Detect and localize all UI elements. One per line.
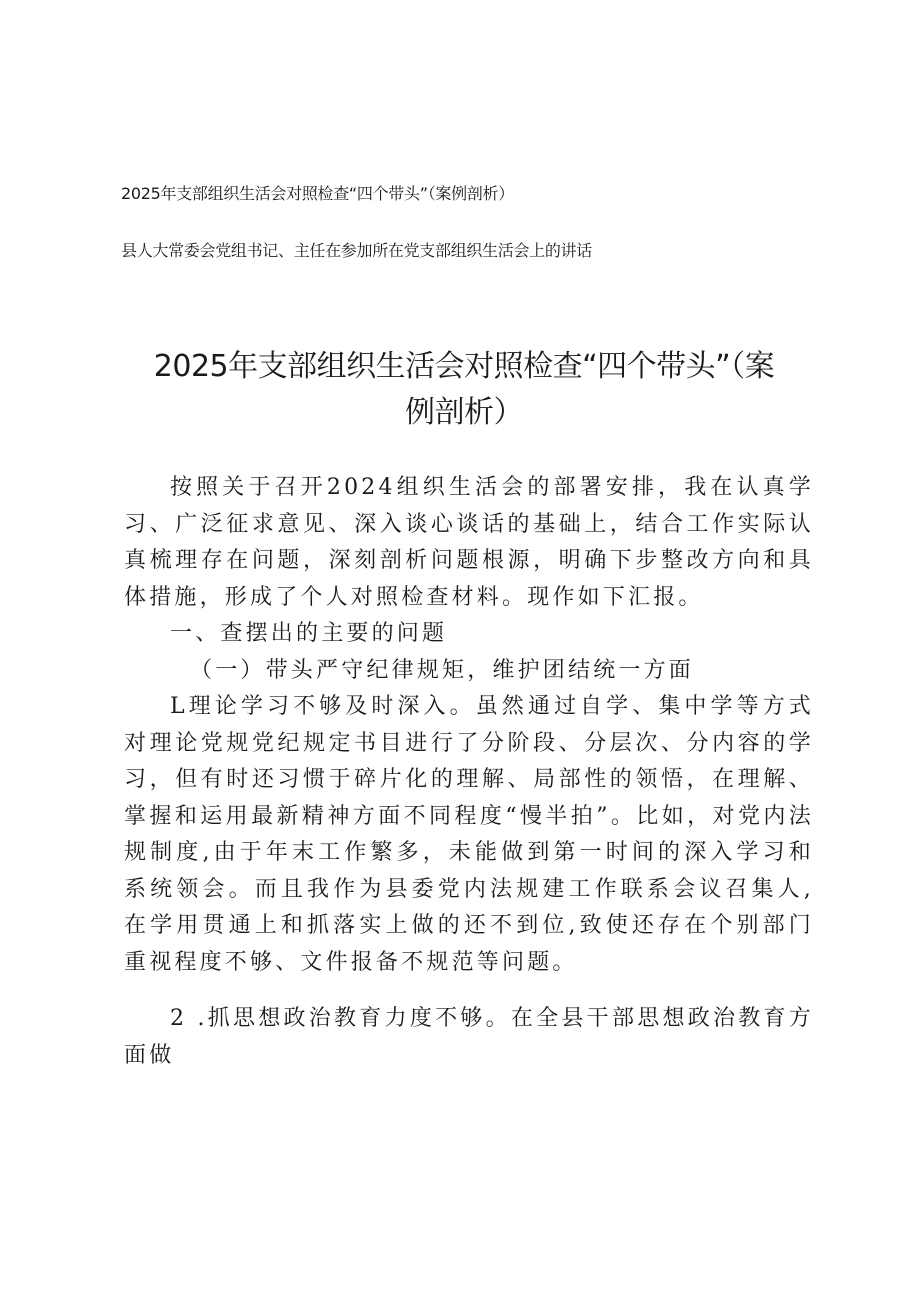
section-heading: 一、查摆出的主要的问题 [170, 621, 448, 646]
document-title: 2025年支部组织生活会对照检查“四个带头”（案例剖析） [153, 349, 775, 430]
toc-entry-2: 县人大常委会党组书记、主任在参加所在党支部组织生活会上的讲话 [121, 241, 593, 260]
item-2-paragraph: 2 .抓思想政治教育力度不够。在全县干部思想政治教育方面做 [124, 1006, 814, 1068]
intro-paragraph: 按照关于召开2024组织生活会的部署安排，我在认真学习、广泛征求意见、深入谈心谈话的基础上，结合工作实际认真梳理存在问题，深刻剖析问题根源，明确下步整改方向和具体措施，形成了个人对照检查材料。现作如下汇报。 [124, 475, 814, 610]
subsection-heading: （一）带头严守纪律规矩，维护团结统一方面 [190, 657, 695, 683]
toc-entry-1: 2025年支部组织生活会对照检查“四个带头”（案例剖析） [121, 184, 514, 203]
document-body [124, 470, 814, 1074]
item-1-paragraph: L理论学习不够及时深入。虽然通过自学、集中学等方式对理论党规党纪规定书目进行了分阶段、分层次、分内容的学习，但有时还习惯于碎片化的理解、局部性的领悟，在理解、掌握和运用最新精神方面不同程度“慢半拍”。比如，对党内法规制度,由于年末工作繁多，未能做到第一时间的深入学习和系统领会。而且我作为县委党内法规建工作联系会议召集人,在学用贯通上和抓落实上做的还不到位,致使还存在个别部门重视程度不够、文件报备不规范等问题。 [124, 694, 814, 975]
